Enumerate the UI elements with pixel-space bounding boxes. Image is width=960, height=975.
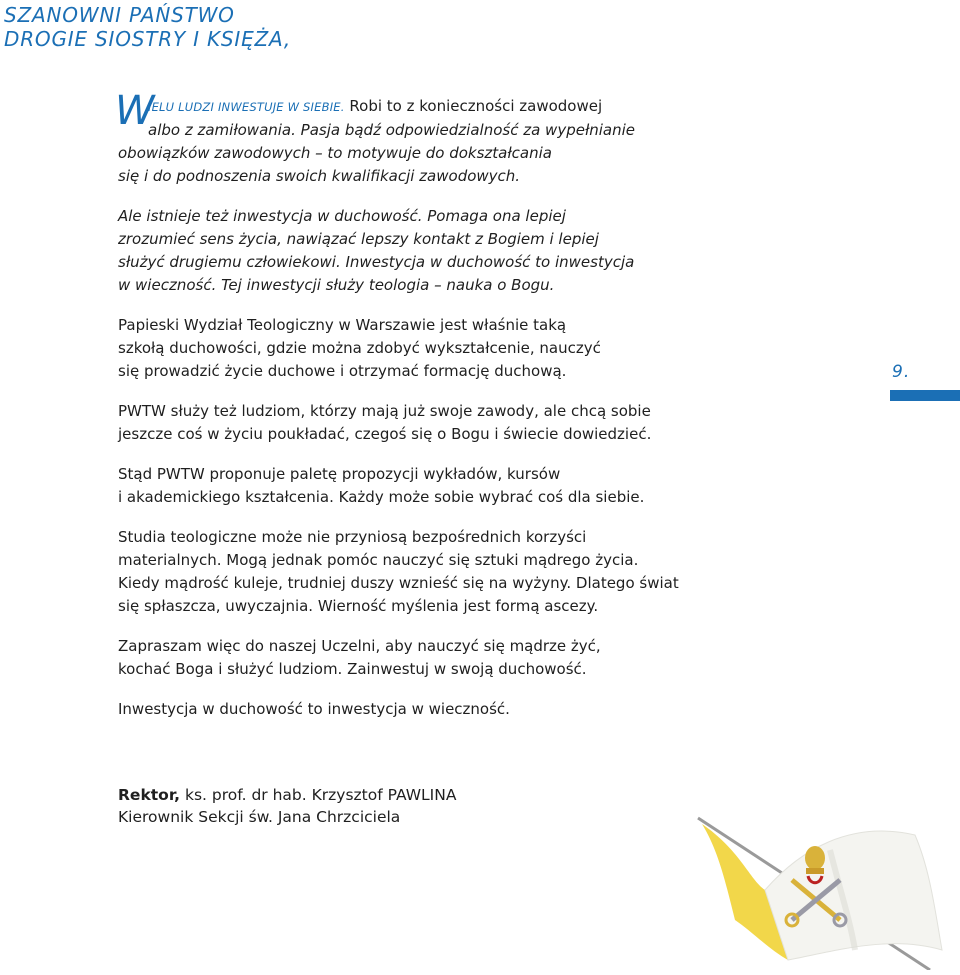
paragraph-3: PWTW służy też ludziom, którzy mają już swoje zawody, ale chcą sobie jeszcze coś w życiu poukładać, czegoś się o Bogu i świecie dowiedzieć. (118, 402, 652, 443)
paragraph-6: Zapraszam więc do naszej Uczelni, aby nauczyć się mądrze żyć, kochać Boga i służyć ludziom. Zainwestuj w swoją duchowość. (118, 637, 601, 678)
paragraph-5: Studia teologiczne może nie przyniosą bezpośrednich korzyści materialnych. Mogą jednak pomóc nauczyć się sztuki mądrego życia. Kiedy mądrość kuleje, trudniej duszy wznieść się na wyżyny. Dlatego świat się spłaszcza, uwyczajnia. Wierność myślenia jest formą ascezy. (118, 528, 679, 615)
signature-name: ks. prof. dr hab. Krzysztof PAWLINA (180, 786, 457, 804)
page-heading (4, 3, 291, 51)
intro-paragraph (115, 88, 918, 188)
intro-line1-rest: Robi to z konieczności zawodowej (344, 97, 603, 115)
page-number: 9. (892, 362, 911, 382)
signature-line-2: Kierownik Sekcji św. Jana Chrzciciela (118, 808, 401, 826)
signature-title: Rektor, (118, 786, 181, 804)
signature-line-1 (118, 784, 456, 806)
signature-block (118, 784, 456, 828)
letter-body (115, 88, 918, 738)
flag-svg (680, 810, 950, 970)
paragraph-7: Inwestycja w duchowość to inwestycja w wieczność. (118, 700, 510, 718)
drop-cap: W (115, 88, 155, 134)
paragraph-4: Stąd PWTW proponuje paletę propozycji wykładów, kursów i akademickiego kształcenia. Każdy może sobie wybrać coś dla siebie. (118, 465, 645, 506)
vatican-flag-image (680, 810, 950, 970)
paragraph-1: Ale istnieje też inwestycja w duchowość. Pomaga ona lepiej zrozumieć sens życia, nawiązać lepszy kontakt z Bogiem i lepiej służyć drugiemu człowiekowi. Inwestycja w duchowość to inwestycja w wieczność. Tej inwestycji służy teologia – nauka o Bogu. (118, 207, 635, 294)
intro-rest: albo z zamiłowania. Pasja bądź odpowiedzialność za wypełnianie obowiązków zawodowych – to motywuje do dokształcania się i do podnoszenia swoich kwalifikacji zawodowych. (118, 121, 636, 185)
paragraph-2: Papieski Wydział Teologiczny w Warszawie jest właśnie taką szkołą duchowości, gdzie można zdobyć wykształcenie, nauczyć się prowadzić życie duchowe i otrzymać formację duchową. (118, 316, 601, 380)
page-number-bar (890, 390, 960, 401)
heading-line-2: DROGIE SIOSTRY I KSIĘŻA, (4, 27, 292, 51)
heading-line-1: SZANOWNI PAŃSTWO (4, 3, 235, 27)
intro-smallcaps: IELU LUDZI INWESTUJE W SIEBIE. (148, 100, 345, 114)
